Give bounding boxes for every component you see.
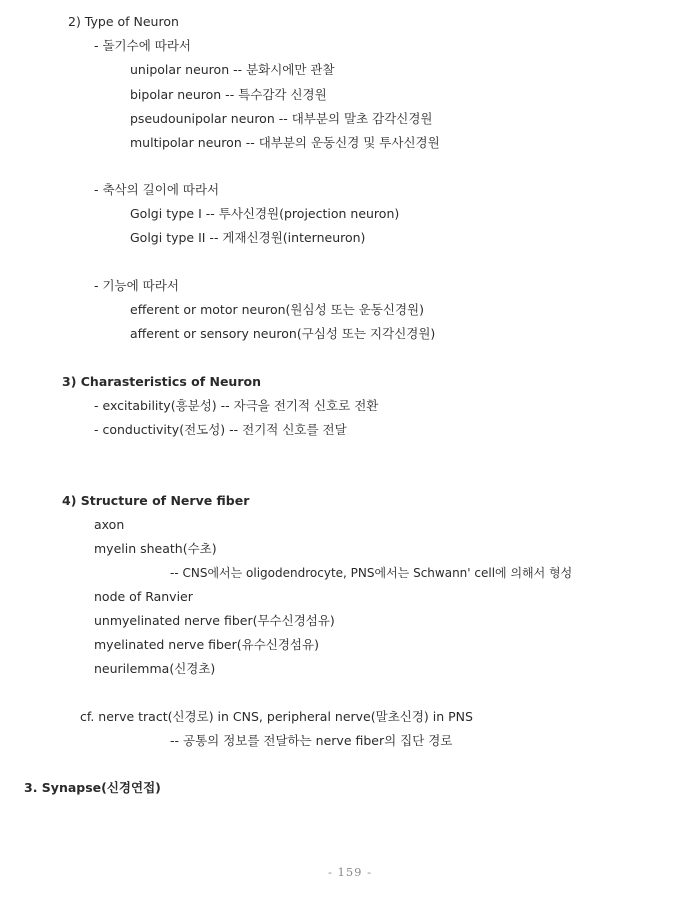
list-item: bipolar neuron -- 특수감각 신경원 xyxy=(130,87,327,102)
section-heading-structure: 4) Structure of Nerve fiber xyxy=(62,493,250,508)
list-item: axon xyxy=(94,517,125,532)
list-item: neurilemma(신경초) xyxy=(94,661,216,676)
list-item: - excitability(흥분성) -- 자극을 전기적 신호로 전환 xyxy=(94,398,379,413)
list-item: node of Ranvier xyxy=(94,589,193,604)
list-item: unipolar neuron -- 분화시에만 관찰 xyxy=(130,62,335,77)
list-item: afferent or sensory neuron(구심성 또는 지각신경원) xyxy=(130,326,436,341)
subsection-label-by-dendrites: - 돌기수에 따라서 xyxy=(94,38,191,53)
subsection-label-by-axon-length: - 축삭의 길이에 따라서 xyxy=(94,182,220,197)
section-heading-characteristics: 3) Charasteristics of Neuron xyxy=(62,374,261,389)
list-item: - conductivity(전도성) -- 전기적 신호를 전달 xyxy=(94,422,347,437)
list-item: myelin sheath(수초) xyxy=(94,541,217,556)
cf-note: -- 공통의 정보를 전달하는 nerve fiber의 집단 경로 xyxy=(170,733,453,748)
page-number: - 159 - xyxy=(327,865,373,879)
subsection-label-by-function: - 기능에 따라서 xyxy=(94,278,179,293)
myelin-note: -- CNS에서는 oligodendrocyte, PNS에서는 Schwann' cell에 의해서 형성 xyxy=(170,566,573,580)
cf-line: cf. nerve tract(신경로) in CNS, peripheral nerve(말초신경) in PNS xyxy=(80,709,473,724)
list-item: unmyelinated nerve fiber(무수신경섬유) xyxy=(94,613,335,628)
list-item: myelinated nerve fiber(유수신경섬유) xyxy=(94,637,319,652)
list-item: efferent or motor neuron(원심성 또는 운동신경원) xyxy=(130,302,425,317)
list-item: multipolar neuron -- 대부분의 운동신경 및 투사신경원 xyxy=(130,135,440,150)
list-item: pseudounipolar neuron -- 대부분의 말초 감각신경원 xyxy=(130,111,433,126)
list-item: Golgi type II -- 게재신경원(interneuron) xyxy=(130,230,366,245)
section-heading-type-of-neuron: 2) Type of Neuron xyxy=(68,14,179,29)
section-heading-synapse: 3. Synapse(신경연접) xyxy=(24,780,161,795)
list-item: Golgi type I -- 투사신경원(projection neuron) xyxy=(130,206,400,221)
